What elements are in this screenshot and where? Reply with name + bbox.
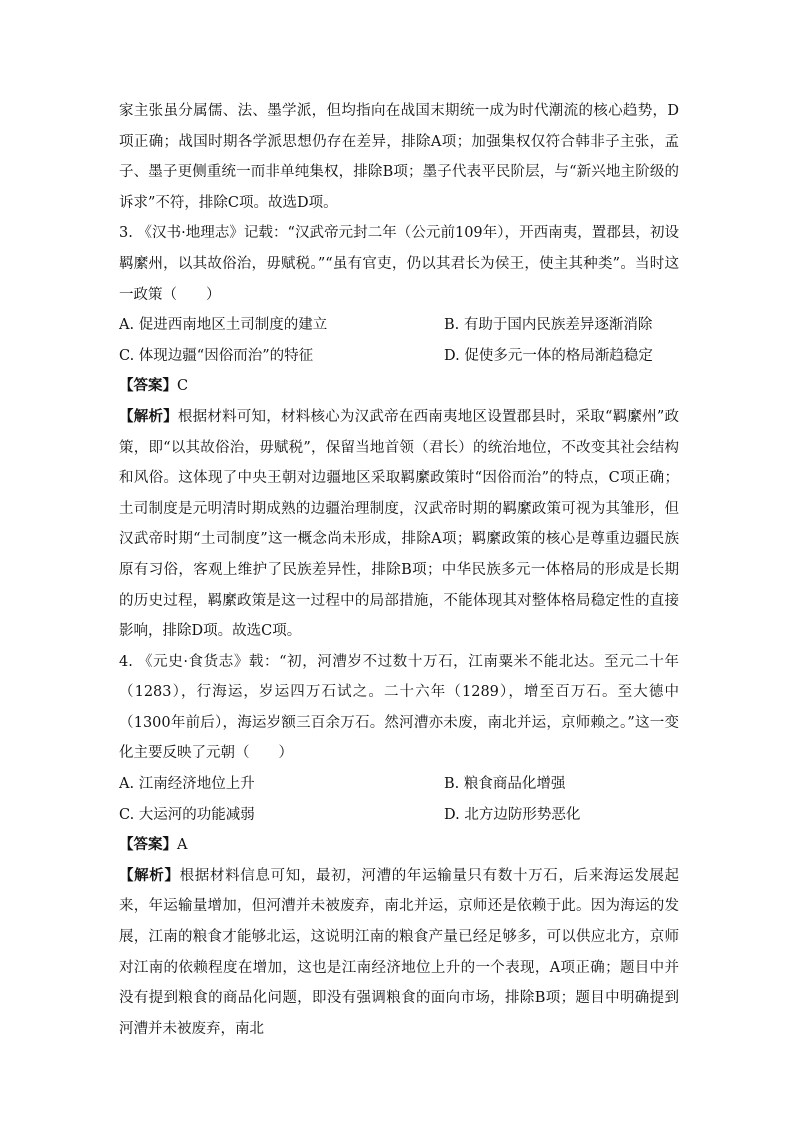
- question-3-options-row-1: [119, 310, 679, 341]
- analysis-label: 【解析】: [119, 866, 180, 884]
- question-4: [119, 647, 679, 1045]
- question-3-stem: 3. 《汉书·地理志》记载：“汉武帝元封二年（公元前109年），开西南夷，置郡县，初设羁縻州，以其故俗治，毋赋税。”“虽有官吏，仍以其君长为侯王，使主其种类”。当时这一政策（ ）: [119, 225, 679, 303]
- option-c: C. 大运河的功能减弱: [119, 806, 255, 823]
- analysis-text: 根据材料可知，材料核心为汉武帝在西南夷地区设置郡县时，采取“羁縻州”政策，即“以其故俗治，毋赋税”，保留当地首领（君长）的统治地位，不改变其社会结构和风俗。这体现了中央王朝对边疆地区采取羁縻政策时“因俗而治”的特点，C项正确；土司制度是元明清时期成熟的边疆治理制度，汉武帝时期的羁縻政策可视为其雏形，但汉武帝时期“土司制度”这一概念尚未形成，排除A项；羁縻政策的核心是尊重边疆民族原有习俗，客观上维护了民族差异性，排除B项；中华民族多元一体格局的形成是长期的历史过程，羁縻政策是这一过程中的局部措施，不能体现其对整体格局稳定性的直接影响，排除D项。故选C项。: [119, 408, 680, 640]
- option-d: D. 北方边防形势恶化: [444, 806, 581, 823]
- answer-label: 【答案】: [119, 836, 177, 854]
- question-3: [119, 218, 679, 646]
- option-b: B. 有助于国内民族差异逐渐消除: [444, 317, 653, 334]
- question-3-analysis: [119, 402, 679, 647]
- option-a: A. 促进西南地区土司制度的建立: [119, 317, 328, 334]
- question-3-answer: [119, 371, 679, 402]
- question-4-answer: [119, 830, 679, 861]
- analysis-label: 【解析】: [119, 407, 178, 425]
- question-4-options-row-1: [119, 769, 679, 800]
- question-4-options-row-2: [119, 800, 679, 831]
- question-4-stem: 4. 《元史·食货志》载：“初，河漕岁不过数十万石，江南粟米不能北达。至元二十年（1283），行海运，岁运四万石试之。二十六年（1289），增至百万石。至大德中（1300年前后），海运岁额三百余万石。然河漕亦未废，南北并运，京师赖之。”这一变化主要反映了元朝（ ）: [119, 653, 679, 762]
- answer-value: C: [177, 378, 189, 395]
- analysis-text: 根据材料信息可知，最初，河漕的年运输量只有数十万石，后来海运发展起来，年运输量增加，但河漕并未被废弃，南北并运，京师还是依赖于此。因为海运的发展，江南的粮食才能够北运，这说明江南的粮食产量已经足够多，可以供应北方，京师对江南的依赖程度在增加，这也是江南经济地位上升的一个表现，A项正确；题目中并没有提到粮食的商品化问题，即没有强调粮食的面向市场，排除B项；题目中明确提到河漕并未被废弃，南北: [119, 867, 680, 1037]
- option-b: B. 粮食商品化增强: [444, 776, 566, 793]
- page-content: [119, 96, 679, 1044]
- option-d: D. 促使多元一体的格局渐趋稳定: [444, 347, 653, 364]
- question-3-options-row-2: [119, 341, 679, 372]
- previous-analysis-tail: 家主张虽分属儒、法、墨学派，但均指向在战国末期统一成为时代潮流的核心趋势，D项正确；战国时期各学派思想仍存在差异，排除A项；加强集权仅符合韩非子主张，孟子、墨子更侧重统一而非单纯集权，排除B项；墨子代表平民阶层，与“新兴地主阶级的诉求”不符，排除C项。故选D项。: [119, 103, 679, 211]
- option-a: A. 江南经济地位上升: [119, 776, 255, 793]
- answer-label: 【答案】: [119, 377, 177, 395]
- question-4-analysis: [119, 861, 679, 1045]
- answer-value: A: [177, 837, 188, 854]
- option-c: C. 体现边疆“因俗而治”的特征: [119, 347, 314, 364]
